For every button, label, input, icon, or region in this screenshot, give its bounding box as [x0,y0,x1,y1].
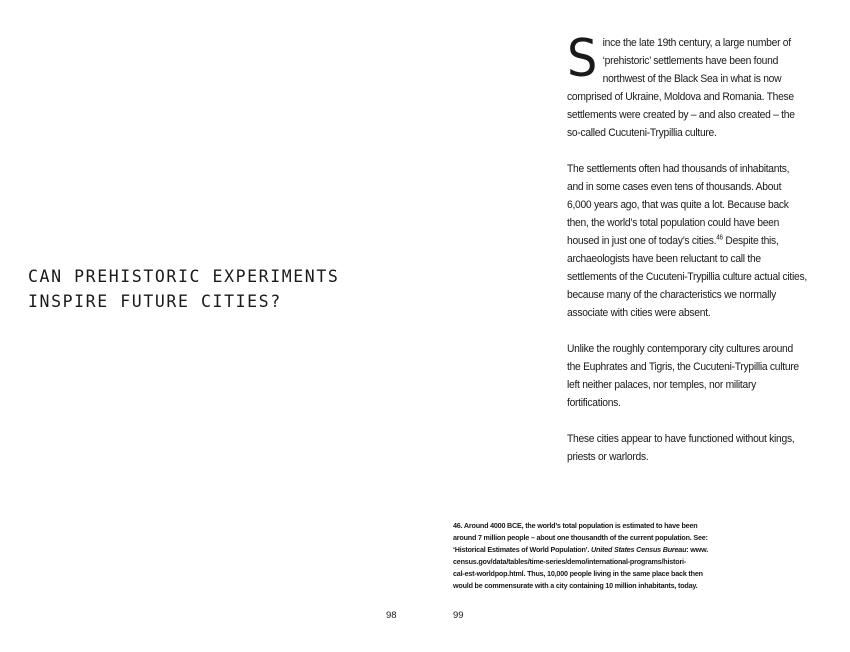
paragraph-2-text-b: Despite this, archaeologists have been reluctant to call the settlements of the Cucuteni-Trypillia culture actual cities, because many of the characteristics we normally associate with cities were absent. [567,235,807,319]
paragraph-1 [567,29,808,142]
footnote-reference: 46 [716,234,723,242]
footnote [453,520,743,592]
footnote-line-3-a: ‘Historical Estimates of World Population’. [453,545,592,554]
paragraph-4: These cities appear to have functioned without kings, priests or warlords. [567,433,795,463]
heading-line-2: INSPIRE FUTURE CITIES? [28,292,282,311]
heading-line-1: CAN PREHISTORIC EXPERIMENTS [28,267,340,286]
body-text [567,29,808,484]
footnote-line-6: would be commensurate with a city containing 10 million inhabitants, today. [453,581,698,590]
page-number-left: 98 [386,610,397,621]
footnote-line-4: census.gov/data/tables/time-series/demo/international-programs/histori- [453,557,687,566]
paragraph-2-text-a: The settlements often had thousands of inhabitants, and in some cases even tens of thousands. About 6,000 years ago, that was quite a lot. Because back then, the world’s total population could have been housed in just one of today’s cities. [567,163,790,247]
footnote-line-2: around 7 million people – about one thousandth of the current population. See: [453,533,708,542]
right-page [425,0,850,652]
footnote-line-3-b: : www. [686,545,708,554]
chapter-heading [28,264,418,314]
footnote-source: United States Census Bureau [591,545,687,554]
page-number-right: 99 [453,610,464,621]
footnote-line-3 [453,544,743,556]
paragraph-1-text: ince the late 19th century, a large number of ‘prehistoric’ settlements have been found northwest of the Black Sea in what is now comprised of Ukraine, Moldova and Romania. These settlements were created by – and also created – the so-called Cucuteni-Trypillia culture. [567,37,795,139]
paragraph-3: Unlike the roughly contemporary city cultures around the Euphrates and Tigris, the Cucuteni-Trypillia culture left neither palaces, nor temples, nor military fortifications. [567,343,799,409]
drop-cap: S [567,29,598,89]
paragraph-2 [567,160,808,322]
footnote-line-5: cal-est-worldpop.html. Thus, 10,000 people living in the same place back then [453,569,703,578]
footnote-line-1: 46. Around 4000 BCE, the world’s total population is estimated to have been [453,521,698,530]
